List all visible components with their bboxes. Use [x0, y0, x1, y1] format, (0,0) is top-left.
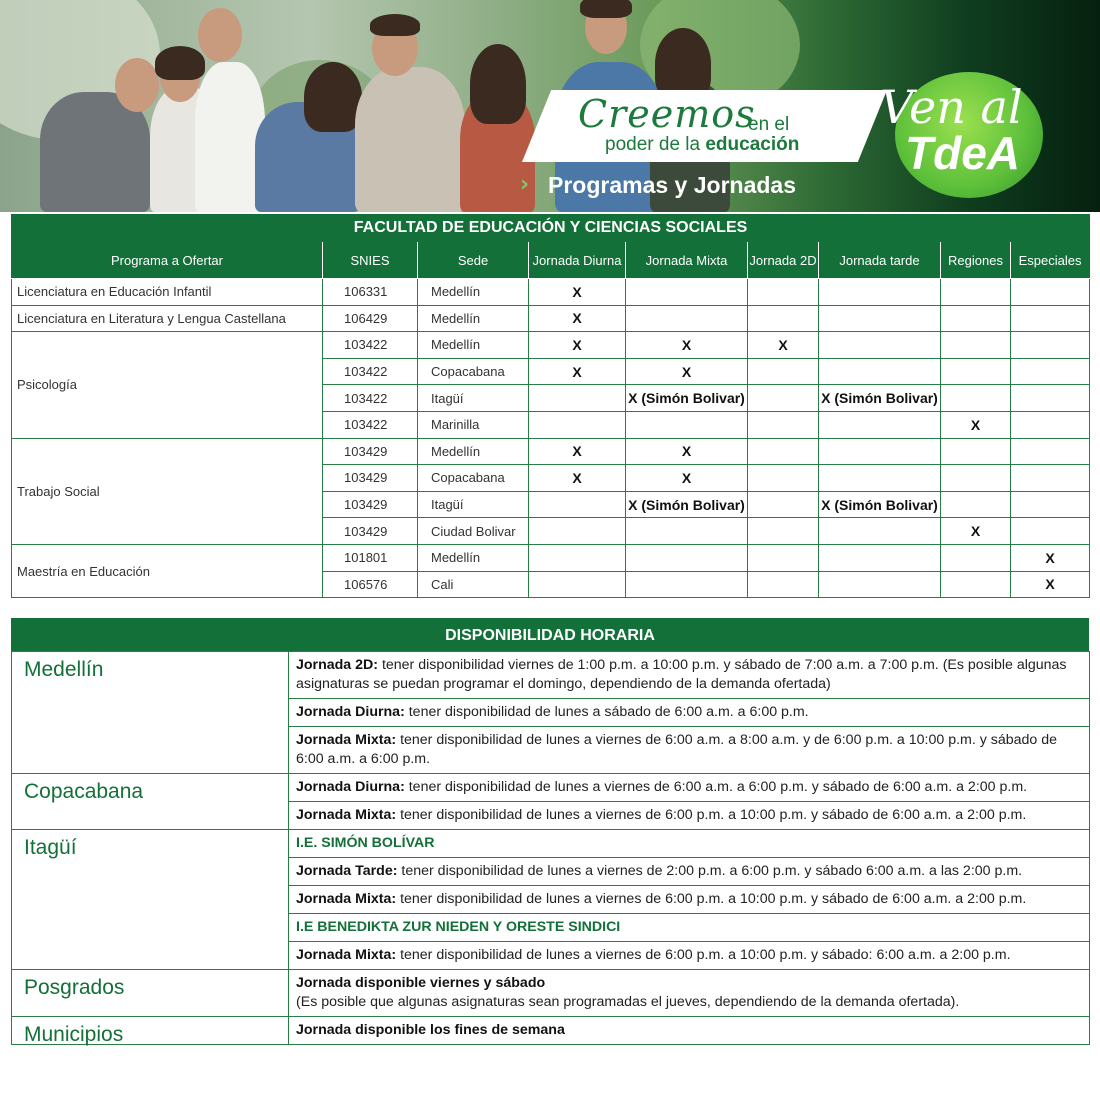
jornada-mark-mixta [626, 279, 748, 306]
jornada-mark-especiales [1011, 438, 1090, 465]
sede-name: Itagüí [418, 385, 529, 412]
jornada-mark-especiales [1011, 491, 1090, 518]
jornada-mark-mixta: X [626, 438, 748, 465]
schedule-location: Itagüí [12, 830, 289, 970]
jornada-mark-especiales [1011, 385, 1090, 412]
jornada-mark-especiales [1011, 465, 1090, 492]
jornada-mark-d2 [748, 571, 819, 598]
logo-ven-al: Ven al [880, 80, 1023, 134]
jornada-label: Jornada disponible los fines de semana [296, 1022, 565, 1038]
program-name: Trabajo Social [12, 438, 323, 544]
program-name: Maestría en Educación [12, 544, 323, 597]
column-header: Programa a Ofertar [12, 242, 323, 279]
jornada-mark-tarde [819, 332, 941, 359]
schedule-location: Municipios [12, 1017, 289, 1045]
sede-name: Itagüí [418, 491, 529, 518]
jornada-mark-tarde [819, 465, 941, 492]
jornada-mark-regiones [941, 438, 1011, 465]
schedule-entry [289, 727, 1090, 774]
jornada-description: tener disponibilidad de lunes a viernes de 2:00 p.m. a 6:00 p.m. y sábado 6:00 a.m. a las 2:00 p.m. [397, 863, 1023, 879]
schedule-row [12, 1017, 1090, 1045]
jornada-mark-especiales [1011, 305, 1090, 332]
schedule-title: DISPONIBILIDAD HORARIA [11, 618, 1089, 651]
jornada-mark-diurna [529, 518, 626, 545]
jornada-mark-mixta: X [626, 465, 748, 492]
jornada-mark-d2 [748, 305, 819, 332]
snies-code: 106429 [323, 305, 418, 332]
snies-code: 106576 [323, 571, 418, 598]
jornada-description: tener disponibilidad de lunes a viernes de 6:00 p.m. a 10:00 p.m. y sábado de 6:00 a.m. a 2:00 p.m. [396, 807, 1027, 823]
jornada-description: tener disponibilidad de lunes a sábado de 6:00 a.m. a 6:00 p.m. [404, 704, 809, 720]
snies-code: 103429 [323, 438, 418, 465]
jornada-mark-tarde [819, 305, 941, 332]
jornada-label: Jornada Diurna: [296, 704, 405, 720]
jornada-description: tener disponibilidad de lunes a viernes de 6:00 a.m. a 8:00 a.m. y de 6:00 p.m. a 10:00 p.m. y sábado de 6:00 a.m. a 6:00 p.m. [296, 732, 1058, 767]
column-header: Especiales [1011, 242, 1090, 279]
jornada-mark-especiales [1011, 358, 1090, 385]
jornada-mark-especiales [1011, 279, 1090, 306]
jornada-mark-mixta: X [626, 332, 748, 359]
schedule-location: Posgrados [12, 970, 289, 1017]
snies-code: 101801 [323, 544, 418, 571]
schedule-entry [289, 886, 1090, 914]
schedule-location: Medellín [12, 652, 289, 774]
sede-name: Medellín [418, 544, 529, 571]
schedule-table [11, 651, 1090, 1045]
jornada-mark-diurna [529, 571, 626, 598]
snies-code: 106331 [323, 279, 418, 306]
chevron-right-icon: › [520, 172, 530, 197]
jornada-note: (Es posible que algunas asignaturas sean programadas el jueves, dependiendo de la demanda ofertada). [296, 994, 960, 1010]
jornada-mark-especiales [1011, 332, 1090, 359]
jornada-mark-d2 [748, 358, 819, 385]
schedule-entry [289, 970, 1090, 1017]
schedule-entry [289, 699, 1090, 727]
sede-name: Medellín [418, 438, 529, 465]
jornada-mark-regiones [941, 571, 1011, 598]
jornada-description: tener disponibilidad de lunes a viernes de 6:00 p.m. a 10:00 p.m. y sábado: 6:00 a.m. a 2:00 p.m. [396, 947, 1011, 963]
schedule-row [12, 970, 1090, 1017]
sede-name: Ciudad Bolivar [418, 518, 529, 545]
logo-tdea: TdeA [905, 127, 1020, 179]
jornada-mark-d2 [748, 518, 819, 545]
column-header: SNIES [323, 242, 418, 279]
table-row [12, 544, 1090, 571]
jornada-label: Jornada Mixta: [296, 891, 397, 907]
schedule-entry [289, 652, 1090, 699]
programs-title: Programas y Jornadas [548, 172, 797, 198]
jornada-label: Jornada Mixta: [296, 732, 397, 748]
jornada-mark-especiales [1011, 518, 1090, 545]
jornada-mark-tarde [819, 544, 941, 571]
institution-name: I.E. SIMÓN BOLÍVAR [289, 830, 1090, 858]
jornada-mark-tarde [819, 438, 941, 465]
institution-name: I.E BENEDIKTA ZUR NIEDEN Y ORESTE SINDICI [289, 914, 1090, 942]
jornada-mark-regiones [941, 491, 1011, 518]
jornada-mark-d2 [748, 491, 819, 518]
snies-code: 103422 [323, 411, 418, 438]
jornada-label: Jornada 2D: [296, 657, 378, 673]
schedule-row [12, 774, 1090, 802]
slogan-script: Creemos [578, 92, 756, 136]
jornada-mark-mixta [626, 544, 748, 571]
column-header: Regiones [941, 242, 1011, 279]
sede-name: Medellín [418, 279, 529, 306]
jornada-mark-diurna: X [529, 465, 626, 492]
sede-name: Copacabana [418, 465, 529, 492]
jornada-mark-mixta: X (Simón Bolivar) [626, 491, 748, 518]
jornada-mark-regiones [941, 279, 1011, 306]
jornada-description: tener disponibilidad viernes de 1:00 p.m. a 10:00 p.m. y sábado de 7:00 a.m. a 7:00 p.m. (Es posible algunas asignaturas se puedan programar el domingo, dependiendo de la demanda ofertada) [296, 657, 1067, 692]
jornada-label: Jornada disponible viernes y sábado [296, 975, 546, 991]
jornada-mark-tarde: X (Simón Bolivar) [819, 385, 941, 412]
jornada-label: Jornada Diurna: [296, 779, 405, 795]
jornada-mark-tarde [819, 279, 941, 306]
jornada-mark-tarde [819, 571, 941, 598]
jornada-mark-diurna: X [529, 279, 626, 306]
sede-name: Medellín [418, 305, 529, 332]
jornada-mark-mixta: X [626, 358, 748, 385]
schedule-entry [289, 1017, 1090, 1045]
snies-code: 103422 [323, 385, 418, 412]
snies-code: 103429 [323, 465, 418, 492]
jornada-mark-especiales [1011, 411, 1090, 438]
column-header: Jornada tarde [819, 242, 941, 279]
slogan-line2: poder de la educación [605, 134, 800, 155]
program-name: Licenciatura en Literatura y Lengua Castellana [12, 305, 323, 332]
jornada-mark-regiones [941, 465, 1011, 492]
jornada-mark-mixta [626, 411, 748, 438]
jornada-label: Jornada Mixta: [296, 947, 397, 963]
jornada-mark-diurna: X [529, 305, 626, 332]
jornada-description: tener disponibilidad de lunes a viernes de 6:00 a.m. a 6:00 p.m. y sábado de 6:00 a.m. a 2:00 p.m. [404, 779, 1028, 795]
jornada-mark-regiones: X [941, 518, 1011, 545]
schedule-row [12, 652, 1090, 699]
schedule-entry [289, 942, 1090, 970]
sede-name: Marinilla [418, 411, 529, 438]
jornada-mark-tarde [819, 518, 941, 545]
schedule-location: Copacabana [12, 774, 289, 830]
jornada-description: tener disponibilidad de lunes a viernes de 6:00 p.m. a 10:00 p.m. y sábado de 6:00 a.m. a 2:00 p.m. [396, 891, 1027, 907]
faculty-title: FACULTAD DE EDUCACIÓN Y CIENCIAS SOCIALES [12, 215, 1090, 242]
sede-name: Cali [418, 571, 529, 598]
table-row [12, 279, 1090, 306]
jornada-mark-especiales: X [1011, 571, 1090, 598]
snies-code: 103422 [323, 358, 418, 385]
jornada-mark-d2 [748, 544, 819, 571]
jornada-mark-tarde [819, 358, 941, 385]
table-row [12, 305, 1090, 332]
jornada-mark-regiones [941, 544, 1011, 571]
snies-code: 103429 [323, 491, 418, 518]
jornada-mark-regiones [941, 385, 1011, 412]
jornada-mark-mixta [626, 305, 748, 332]
snies-code: 103422 [323, 332, 418, 359]
jornada-mark-mixta [626, 571, 748, 598]
jornada-mark-tarde: X (Simón Bolivar) [819, 491, 941, 518]
jornada-mark-diurna [529, 411, 626, 438]
jornada-mark-diurna [529, 491, 626, 518]
jornada-mark-d2 [748, 385, 819, 412]
column-header: Jornada Mixta [626, 242, 748, 279]
column-header: Jornada 2D [748, 242, 819, 279]
jornada-mark-regiones [941, 358, 1011, 385]
column-header: Sede [418, 242, 529, 279]
jornada-mark-diurna [529, 544, 626, 571]
table-row [12, 332, 1090, 359]
programs-table [11, 214, 1090, 598]
schedule-entry [289, 774, 1090, 802]
sede-name: Copacabana [418, 358, 529, 385]
jornada-mark-d2 [748, 438, 819, 465]
sede-name: Medellín [418, 332, 529, 359]
column-header: Jornada Diurna [529, 242, 626, 279]
jornada-mark-diurna: X [529, 438, 626, 465]
schedule-row [12, 830, 1090, 858]
jornada-mark-mixta: X (Simón Bolivar) [626, 385, 748, 412]
jornada-mark-d2: X [748, 332, 819, 359]
schedule-entry [289, 802, 1090, 830]
jornada-mark-regiones [941, 332, 1011, 359]
header-banner [0, 0, 1100, 212]
jornada-mark-diurna: X [529, 358, 626, 385]
table-row [12, 438, 1090, 465]
slogan-line1: en el [748, 114, 790, 135]
jornada-mark-d2 [748, 465, 819, 492]
jornada-mark-tarde [819, 411, 941, 438]
jornada-mark-regiones: X [941, 411, 1011, 438]
jornada-label: Jornada Tarde: [296, 863, 398, 879]
jornada-mark-especiales: X [1011, 544, 1090, 571]
snies-code: 103429 [323, 518, 418, 545]
program-name: Licenciatura en Educación Infantil [12, 279, 323, 306]
program-name: Psicología [12, 332, 323, 438]
jornada-mark-diurna [529, 385, 626, 412]
schedule-entry [289, 858, 1090, 886]
jornada-mark-mixta [626, 518, 748, 545]
jornada-mark-d2 [748, 411, 819, 438]
jornada-mark-diurna: X [529, 332, 626, 359]
jornada-label: Jornada Mixta: [296, 807, 397, 823]
jornada-mark-regiones [941, 305, 1011, 332]
jornada-mark-d2 [748, 279, 819, 306]
